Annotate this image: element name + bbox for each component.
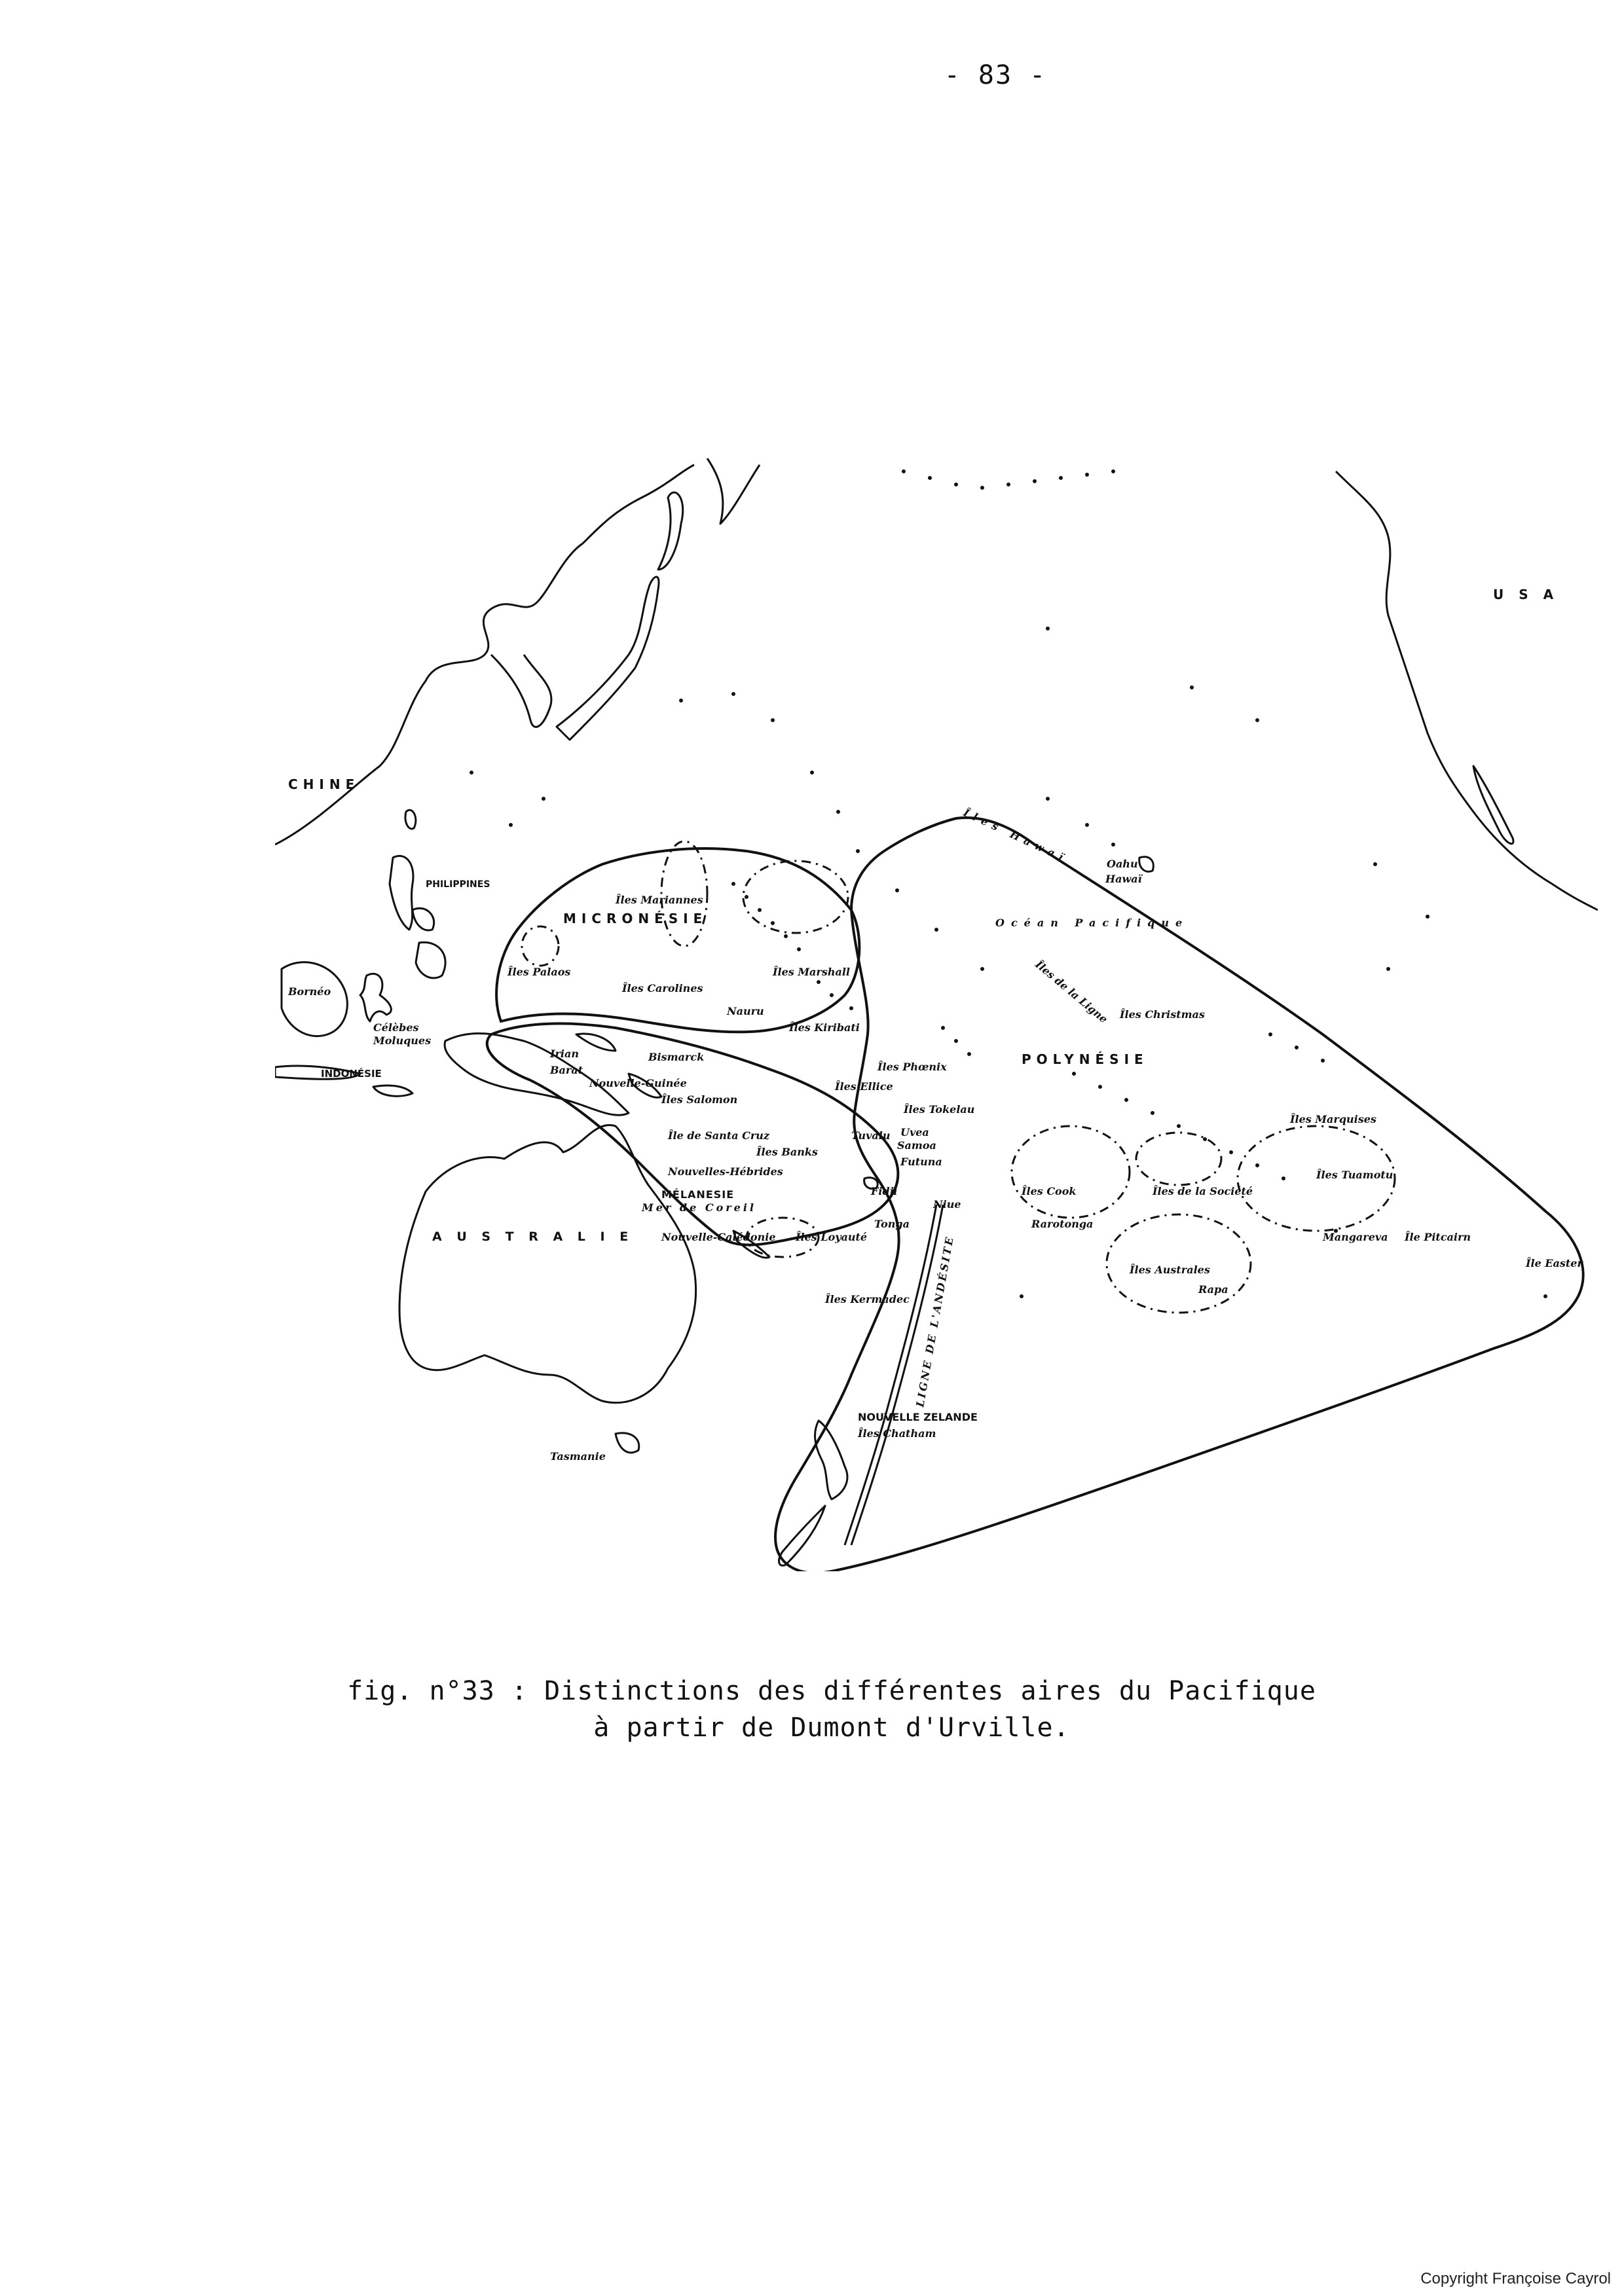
page-number: - 83 - [944,60,1047,90]
label-polynesia: POLYNÉSIE [1022,1051,1149,1067]
label-ellice: Îles Ellice [835,1080,893,1093]
copyright-notice: Copyright Françoise Cayrol [1420,2270,1611,2287]
timor-island [373,1085,413,1096]
label-new-zealand: NOUVELLE ZELANDE [858,1411,978,1423]
label-solomon: Îles Salomon [661,1093,738,1106]
micronesia-zone [496,848,859,1032]
bismarck-island [576,1034,616,1051]
label-ocean: Océan Pacifique [995,917,1189,929]
label-rarotonga: Rarotonga [1031,1218,1094,1230]
label-banks: Îles Banks [756,1146,818,1158]
label-irian: Irian [550,1048,579,1060]
hawaii-island [1139,857,1154,872]
tasmania-island [616,1433,639,1453]
nz-north-island [815,1421,847,1499]
japan-north [658,492,683,570]
kamchatka-coast [707,458,760,524]
label-barat: Barat [550,1064,583,1076]
palau-area [522,926,559,966]
label-palau: Îles Palaos [507,966,571,978]
label-nauru: Nauru [727,1005,764,1017]
label-marshall: Îles Marshall [773,966,850,978]
label-marquesas: Îles Marquises [1290,1113,1376,1125]
north-america-coast [1336,471,1598,910]
label-santa-cruz: Île de Santa Cruz [668,1129,770,1142]
label-cook: Îles Cook [1022,1185,1077,1197]
label-uvea: Uvea [900,1126,929,1139]
label-futuna: Futuna [900,1156,942,1168]
label-usa: U S A [1493,587,1559,602]
cook-area [1012,1126,1130,1218]
label-indonesia: INDONÉSIE [321,1068,382,1080]
label-andesite: LIGNE DE L'ANDÉSITE [913,1234,957,1408]
society-area [1136,1133,1221,1185]
label-bismarck: Bismarck [648,1051,705,1063]
label-oahu: Oahu [1107,858,1138,870]
borneo-island [282,962,347,1036]
label-phoenix: Îles Phœnix [877,1061,947,1073]
philippines-mid [413,908,434,930]
label-philippines: PHILIPPINES [426,879,490,890]
label-mangareva: Mangareva [1323,1231,1388,1243]
caption-line-2: à partir de Dumont d'Urville. [593,1713,1070,1743]
label-celebes: Célèbes [373,1021,419,1034]
label-moluques: Moluques [373,1034,432,1047]
marshall-area [743,861,848,933]
label-carolines: Îles Carolines [622,982,703,994]
label-rapa: Rapa [1198,1283,1228,1296]
japan-island [557,577,659,740]
label-niue: Niue [933,1198,961,1211]
label-kiribati: Îles Kiribati [789,1021,860,1034]
label-china: CHINE [288,776,360,792]
label-chatham: Îles Chatham [858,1427,936,1440]
label-new-guinea: Nouvelle-Guinée [589,1077,687,1089]
figure-caption [0,1673,1624,1746]
korea-coast [491,655,551,727]
label-line: Îles de la Ligne [1033,958,1111,1026]
baja-california [1473,766,1513,844]
label-easter: Île Easter [1526,1257,1583,1269]
label-new-hebrides: Nouvelles-Hébrides [668,1165,783,1178]
philippines-mindanao [416,942,445,978]
australia-continent [399,1125,696,1402]
label-pitcairn: Île Pitcairn [1405,1231,1471,1243]
label-melanesia: MÉLANESIE [661,1188,735,1201]
label-tokelau: Îles Tokelau [904,1103,975,1116]
label-tasmania: Tasmanie [550,1450,606,1463]
label-new-caledonia: Nouvelle-Calédonie [661,1231,776,1243]
label-hawaii-island: Hawaï [1105,873,1142,885]
label-sea: Mer de Coreil [642,1201,756,1214]
label-borneo: Bornéo [288,985,331,998]
label-fidji: Fidji [871,1185,898,1197]
label-kermadec: Îles Kermadec [825,1293,910,1305]
label-micronesia: MICRONÉSIE [563,911,708,926]
caption-line-1: fig. n°33 : Distinctions des différentes aires du Pacifique [347,1676,1316,1706]
nz-south-island [779,1506,825,1565]
label-society: Îles de la Société [1153,1185,1253,1197]
philippines-luzon [390,856,413,930]
label-australia: A U S T R A L I E [432,1230,634,1244]
label-tonga: Tonga [874,1218,910,1230]
pacific-map [275,458,1598,1571]
taiwan [405,810,416,829]
label-tuvalu: Tuvalu [851,1129,891,1142]
label-christmas: Îles Christmas [1120,1008,1205,1021]
celebes-island [360,974,391,1021]
label-mariannes: Îles Mariannes [616,894,703,906]
label-hawaii: Îles Hawaï [961,806,1071,866]
label-samoa: Samoa [897,1139,936,1152]
label-tuamotu: Îles Tuamotu [1316,1169,1393,1181]
label-australes: Îles Australes [1130,1264,1210,1276]
label-loyalty: Îles Loyauté [796,1231,868,1243]
